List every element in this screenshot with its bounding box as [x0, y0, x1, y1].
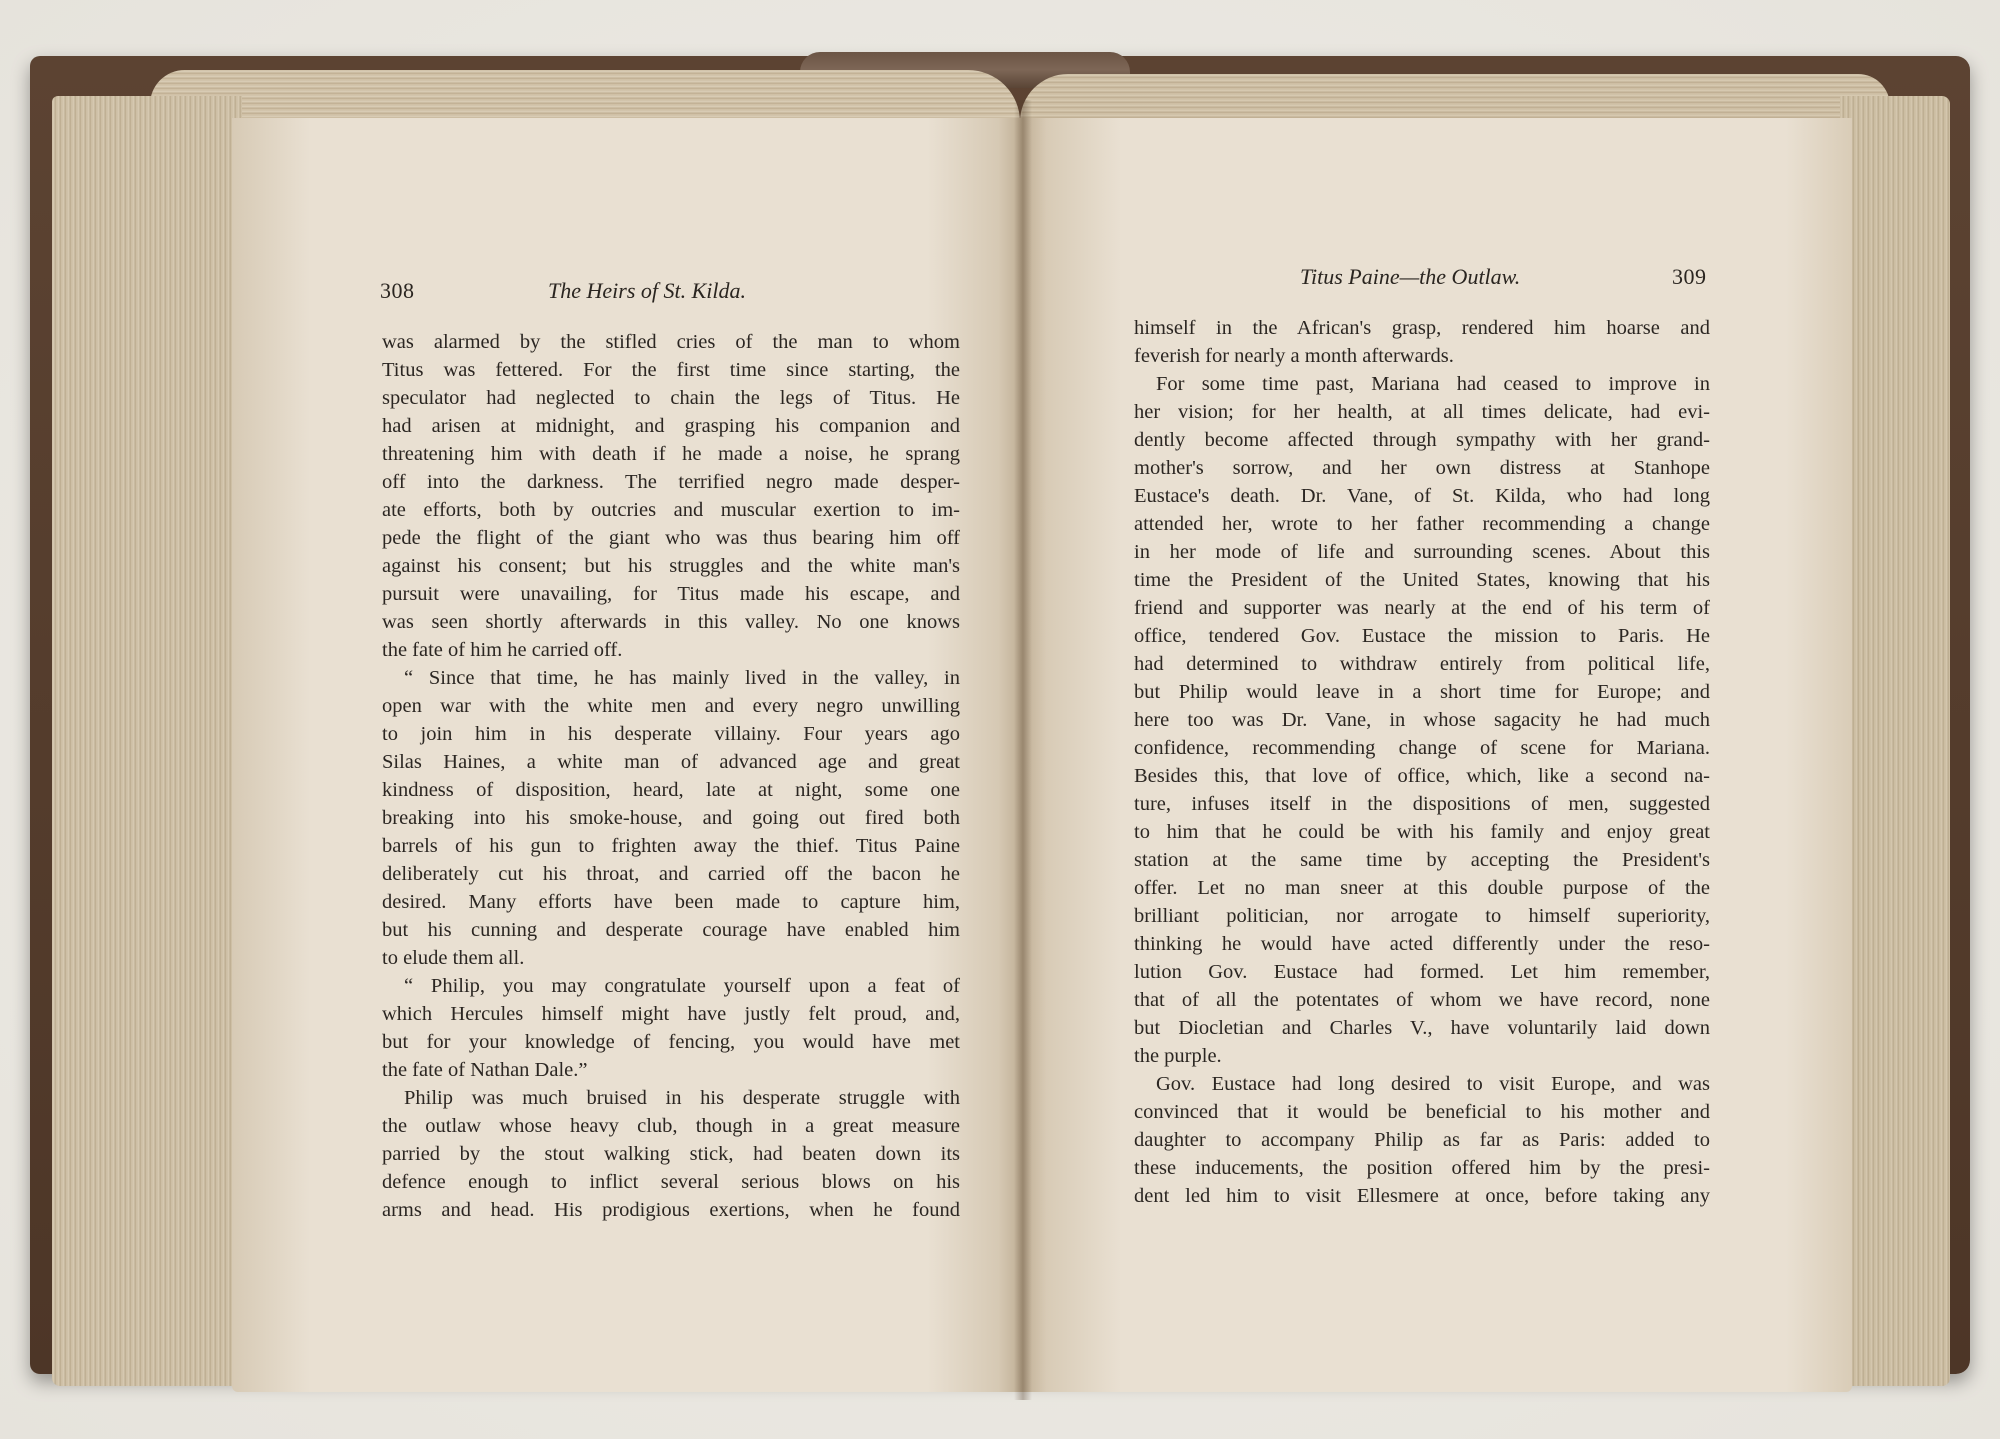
text-line: ture, infuses itself in the dispositions of men, suggested: [1134, 793, 1710, 815]
page-edges-top-right: [1020, 74, 1890, 122]
page-edges-top-left: [150, 70, 1020, 122]
text-line: “ Philip, you may congratulate yourself upon a feat of: [404, 975, 960, 997]
text-line: was alarmed by the stifled cries of the man to whom: [382, 331, 960, 353]
text-line: Eustace's death. Dr. Vane, of St. Kilda, who had long: [1134, 485, 1710, 507]
text-line: desired. Many efforts have been made to capture him,: [382, 891, 960, 913]
text-line: had determined to withdraw entirely from political life,: [1134, 653, 1710, 675]
text-line: feverish for nearly a month afterwards.: [1134, 345, 1454, 367]
text-line: pursuit were unavailing, for Titus made his escape, and: [382, 583, 960, 605]
text-line: attended her, wrote to her father recommending a change: [1134, 513, 1710, 535]
text-line: but Diocletian and Charles V., have voluntarily laid down: [1134, 1017, 1710, 1039]
text-line: these inducements, the position offered him by the presi-: [1134, 1157, 1710, 1179]
text-line: but his cunning and desperate courage have enabled him: [382, 919, 960, 941]
text-line: mother's sorrow, and her own distress at Stanhope: [1134, 457, 1710, 479]
text-line: speculator had neglected to chain the legs of Titus. He: [382, 387, 960, 409]
text-line: daughter to accompany Philip as far as Paris: added to: [1134, 1129, 1710, 1151]
page-edges-left: [52, 96, 242, 1386]
text-line: Philip was much bruised in his desperate struggle with: [404, 1087, 960, 1109]
text-line: himself in the African's grasp, rendered him hoarse and: [1134, 317, 1710, 339]
text-line: parried by the stout walking stick, had beaten down its: [382, 1143, 960, 1165]
text-line: office, tendered Gov. Eustace the mission to Paris. He: [1134, 625, 1710, 647]
text-line: For some time past, Mariana had ceased to improve in: [1156, 373, 1710, 395]
text-line: friend and supporter was nearly at the end of his term of: [1134, 597, 1710, 619]
text-line: but for your knowledge of fencing, you would have met: [382, 1031, 960, 1053]
text-line: lution Gov. Eustace had formed. Let him remember,: [1134, 961, 1710, 983]
text-line: “ Since that time, he has mainly lived in the valley, in: [404, 667, 960, 689]
text-line: the fate of Nathan Dale.”: [382, 1059, 588, 1081]
text-line: against his consent; but his struggles and the white man's: [382, 555, 960, 577]
text-line: which Hercules himself might have justly felt proud, and,: [382, 1003, 960, 1025]
text-line: to join him in his desperate villainy. Four years ago: [382, 723, 960, 745]
text-line: time the President of the United States, knowing that his: [1134, 569, 1710, 591]
text-line: her vision; for her health, at all times delicate, had evi-: [1134, 401, 1710, 423]
right-page-number: 309: [1672, 264, 1707, 289]
left-page-number: 308: [380, 278, 415, 303]
text-line: breaking into his smoke-house, and going out fired both: [382, 807, 960, 829]
text-line: threatening him with death if he made a noise, he sprang: [382, 443, 960, 465]
text-line: the purple.: [1134, 1045, 1222, 1067]
text-line: open war with the white men and every negro unwilling: [382, 695, 960, 717]
text-line: Gov. Eustace had long desired to visit Europe, and was: [1156, 1073, 1710, 1095]
text-line: here too was Dr. Vane, in whose sagacity he had much: [1134, 709, 1710, 731]
text-line: Besides this, that love of office, which, like a second na-: [1134, 765, 1710, 787]
left-page-text: [382, 328, 960, 1224]
text-line: pede the flight of the giant who was thus bearing him off: [382, 527, 960, 549]
text-line: Titus was fettered. For the first time since starting, the: [382, 359, 960, 381]
left-running-title: The Heirs of St. Kilda.: [548, 278, 747, 303]
text-line: confidence, recommending change of scene for Mariana.: [1134, 737, 1710, 759]
text-line: was seen shortly afterwards in this valley. No one knows: [382, 611, 960, 633]
right-running-title: Titus Paine—the Outlaw.: [1300, 264, 1521, 289]
text-line: had arisen at midnight, and grasping his companion and: [382, 415, 960, 437]
text-line: Silas Haines, a white man of advanced age and great: [382, 751, 960, 773]
text-line: defence enough to inflict several serious blows on his: [382, 1171, 960, 1193]
text-line: dent led him to visit Ellesmere at once, before taking any: [1134, 1185, 1710, 1207]
text-line: convinced that it would be beneficial to his mother and: [1134, 1101, 1710, 1123]
text-line: in her mode of life and surrounding scenes. About this: [1134, 541, 1710, 563]
text-line: brilliant politician, nor arrogate to himself superiority,: [1134, 905, 1710, 927]
text-line: arms and head. His prodigious exertions, when he found: [382, 1199, 960, 1221]
text-line: offer. Let no man sneer at this double purpose of the: [1134, 877, 1710, 899]
text-line: the outlaw whose heavy club, though in a great measure: [382, 1115, 960, 1137]
text-line: deliberately cut his throat, and carried off the bacon he: [382, 863, 960, 885]
text-line: dently become affected through sympathy with her grand-: [1134, 429, 1710, 451]
text-line: the fate of him he carried off.: [382, 639, 623, 661]
text-line: ate efforts, both by outcries and muscular exertion to im-: [382, 499, 960, 521]
text-line: kindness of disposition, heard, late at night, some one: [382, 779, 960, 801]
right-page-text: [1134, 314, 1710, 1210]
text-line: but Philip would leave in a short time for Europe; and: [1134, 681, 1710, 703]
text-line: off into the darkness. The terrified negro made desper-: [382, 471, 960, 493]
text-line: thinking he would have acted differently under the reso-: [1134, 933, 1710, 955]
text-line: to elude them all.: [382, 947, 525, 969]
text-line: that of all the potentates of whom we have record, none: [1134, 989, 1710, 1011]
text-line: barrels of his gun to frighten away the thief. Titus Paine: [382, 835, 960, 857]
book-gutter: [1014, 100, 1032, 1400]
page-edges-right: [1840, 96, 1950, 1386]
text-line: to him that he could be with his family and enjoy great: [1134, 821, 1710, 843]
text-line: station at the same time by accepting the President's: [1134, 849, 1710, 871]
